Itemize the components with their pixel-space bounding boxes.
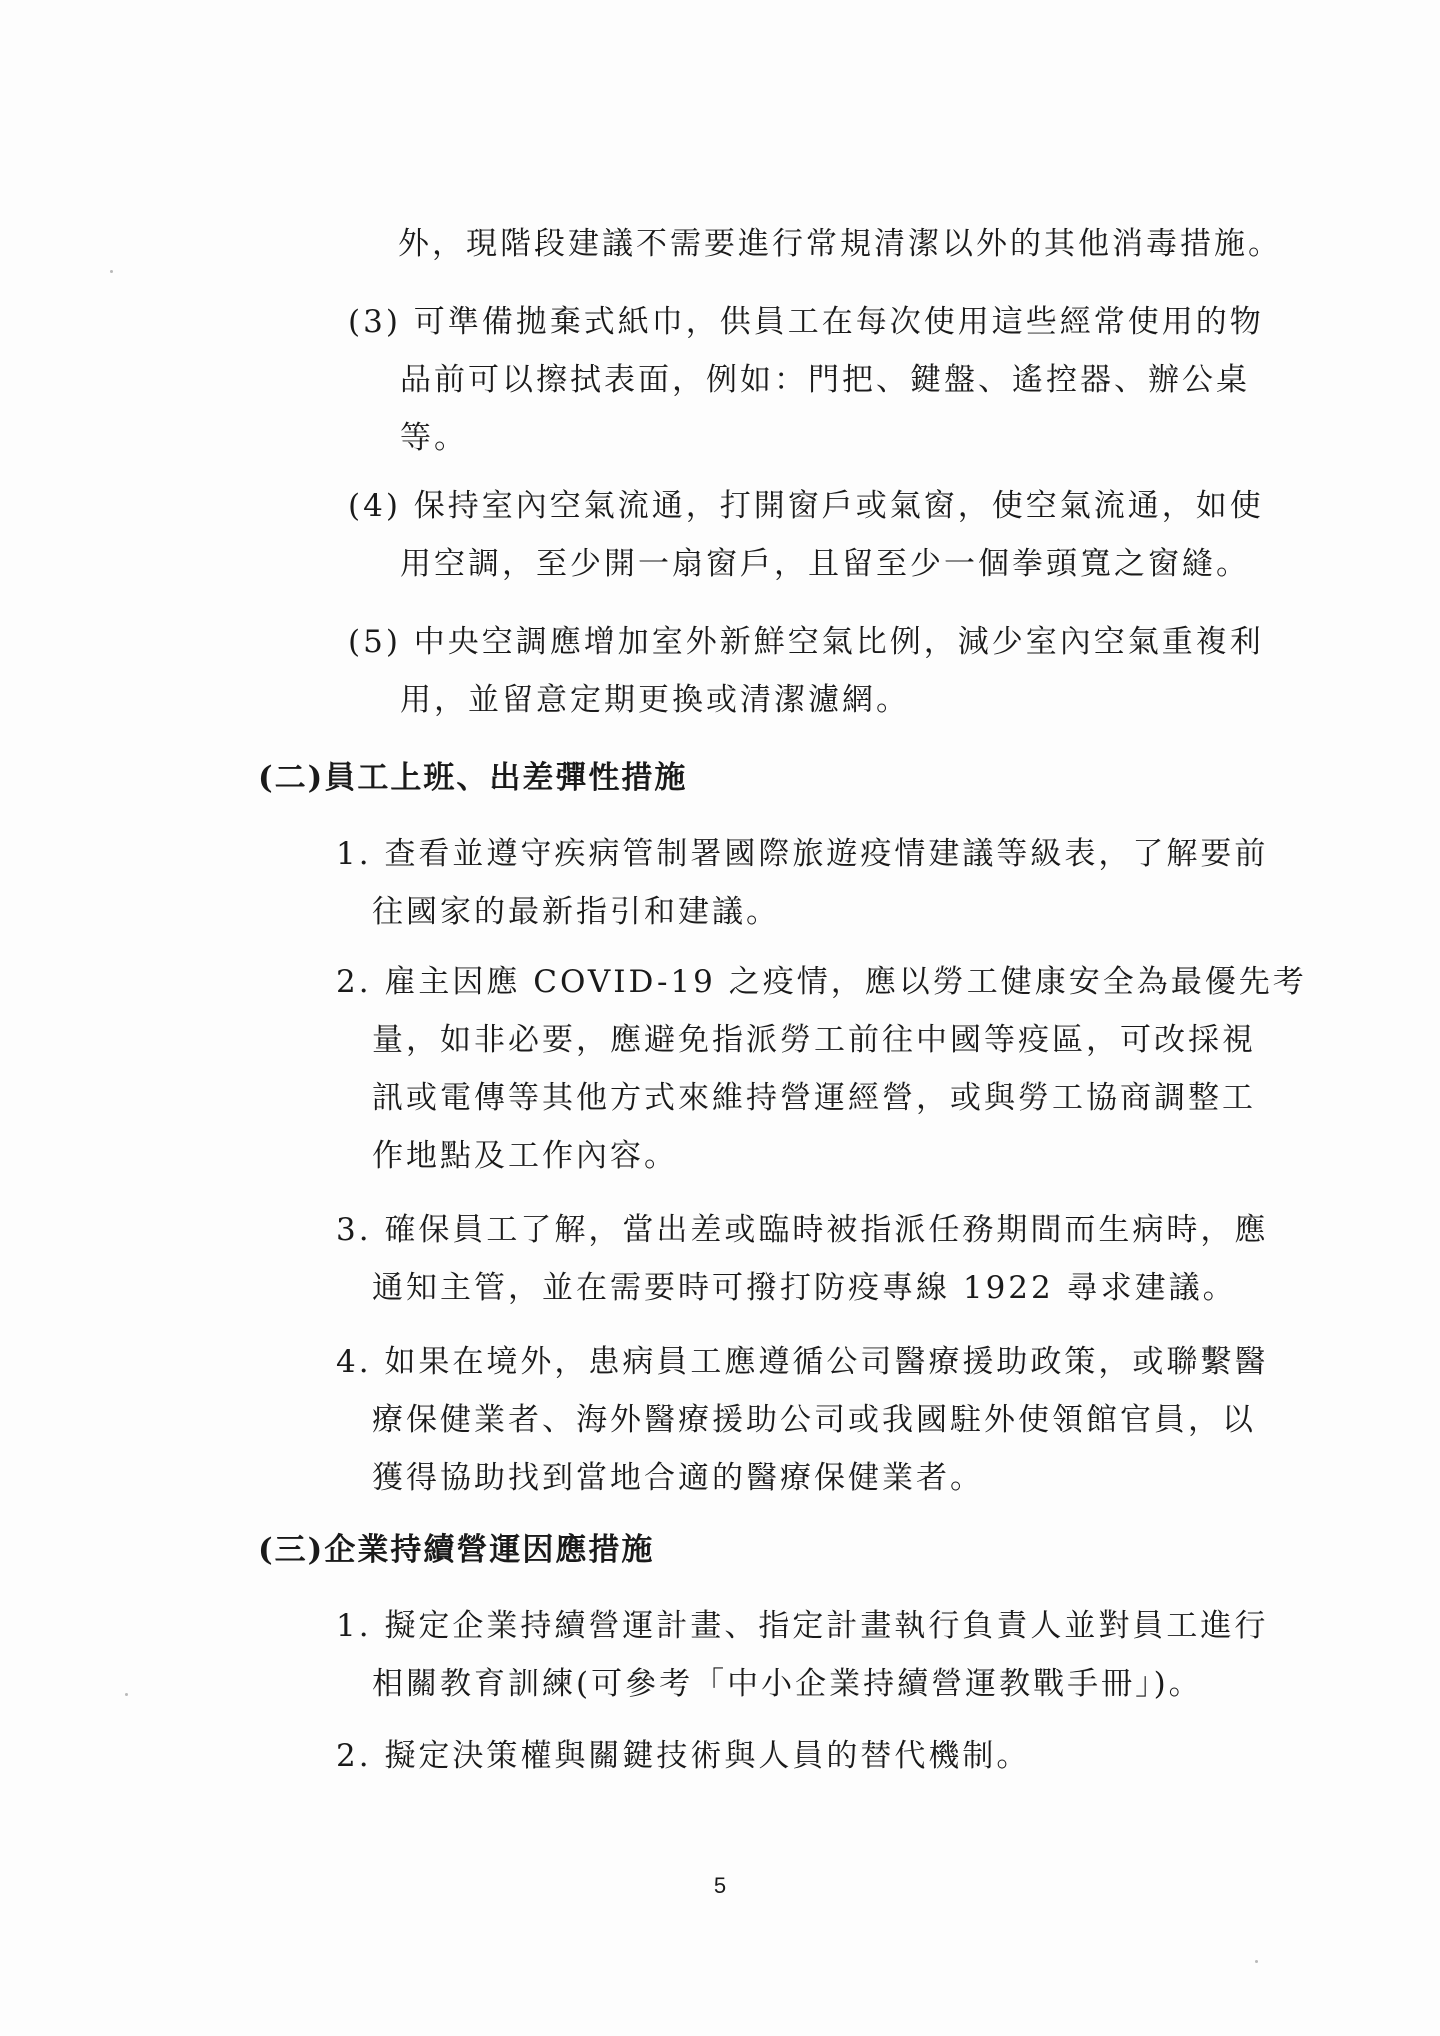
- sub-item-4-text: 保持室內空氣流通，打開窗戶或氣窗，使空氣流通，如使: [413, 488, 1264, 524]
- sub-item-5-line-2: 用，並留意定期更換或清潔濾網。: [400, 682, 910, 718]
- section-two-item-2-line-2: 量，如非必要，應避免指派勞工前往中國等疫區，可改採視: [372, 1022, 1256, 1058]
- section-three-item-1-text: 擬定企業持續營運計畫、指定計畫執行負責人並對員工進行: [384, 1608, 1269, 1644]
- sub-item-5-text: 中央空調應增加室外新鮮空氣比例，減少室內空氣重複利: [413, 624, 1264, 660]
- section-three-item-1-line-1: [336, 1606, 1268, 1646]
- sub-item-3-line-1: [348, 302, 1264, 342]
- scan-speck: [110, 270, 113, 273]
- scan-speck: [125, 1693, 128, 1696]
- page-number: 5: [713, 1873, 727, 1898]
- scan-speck: [1255, 1960, 1258, 1963]
- sub-item-3-line-3: 等。: [400, 420, 468, 456]
- section-two-item-2-text: 雇主因應 COVID-19 之疫情，應以勞工健康安全為最優先考: [384, 964, 1307, 1000]
- section-two-item-4-marker: 4.: [336, 1344, 372, 1380]
- sub-item-5-line-1: [348, 622, 1264, 662]
- section-two-item-3-line-1: [336, 1210, 1268, 1250]
- section-two-item-4-line-2: 療保健業者、海外醫療援助公司或我國駐外使領館官員，以: [372, 1402, 1256, 1438]
- section-two-item-3-line-2: 通知主管，並在需要時可撥打防疫專線 1922 尋求建議。: [372, 1270, 1237, 1306]
- section-three-item-2-line-1: [336, 1736, 1030, 1776]
- section-two-heading: (二)員工上班、出差彈性措施: [258, 760, 688, 796]
- section-three-item-2-text: 擬定決策權與關鍵技術與人員的替代機制。: [384, 1738, 1031, 1774]
- section-two-item-3-text: 確保員工了解，當出差或臨時被指派任務期間而生病時，應: [384, 1212, 1269, 1248]
- sub-item-3-line-2: 品前可以擦拭表面，例如：門把、鍵盤、遙控器、辦公桌: [400, 362, 1250, 398]
- sub-item-5-marker: (5): [348, 624, 401, 660]
- section-two-item-2-line-1: [336, 962, 1307, 1002]
- section-two-item-4-line-1: [336, 1342, 1268, 1382]
- sub-item-3-text: 可準備拋棄式紙巾，供員工在每次使用這些經常使用的物: [413, 304, 1264, 340]
- section-two-item-4-line-3: 獲得協助找到當地合適的醫療保健業者。: [372, 1460, 984, 1496]
- section-three-heading: (三)企業持續營運因應措施: [258, 1532, 655, 1568]
- sub-item-4-line-2: 用空調，至少開一扇窗戶，且留至少一個拳頭寬之窗縫。: [400, 546, 1250, 582]
- section-two-item-1-text: 查看並遵守疾病管制署國際旅遊疫情建議等級表，了解要前: [384, 836, 1269, 872]
- sub-item-3-marker: (3): [348, 304, 401, 340]
- section-two-item-4-text: 如果在境外，患病員工應遵循公司醫療援助政策，或聯繫醫: [384, 1344, 1269, 1380]
- section-two-item-3-marker: 3.: [336, 1212, 372, 1248]
- section-two-item-1-line-2: 往國家的最新指引和建議。: [372, 894, 780, 930]
- section-two-item-1-marker: 1.: [336, 836, 372, 872]
- continuation-line: 外，現階段建議不需要進行常規清潔以外的其他消毒措施。: [398, 226, 1282, 262]
- section-three-item-2-marker: 2.: [336, 1738, 372, 1774]
- section-two-item-2-line-3: 訊或電傳等其他方式來維持營運經營，或與勞工協商調整工: [372, 1080, 1256, 1116]
- section-two-item-2-marker: 2.: [336, 964, 372, 1000]
- section-three-item-1-marker: 1.: [336, 1608, 372, 1644]
- section-three-item-1-line-2: 相關教育訓練(可參考「中小企業持續營運教戰手冊」)。: [372, 1666, 1203, 1702]
- section-two-item-1-line-1: [336, 834, 1268, 874]
- sub-item-4-line-1: [348, 486, 1264, 526]
- sub-item-4-marker: (4): [348, 488, 401, 524]
- section-two-item-2-line-4: 作地點及工作內容。: [372, 1138, 678, 1174]
